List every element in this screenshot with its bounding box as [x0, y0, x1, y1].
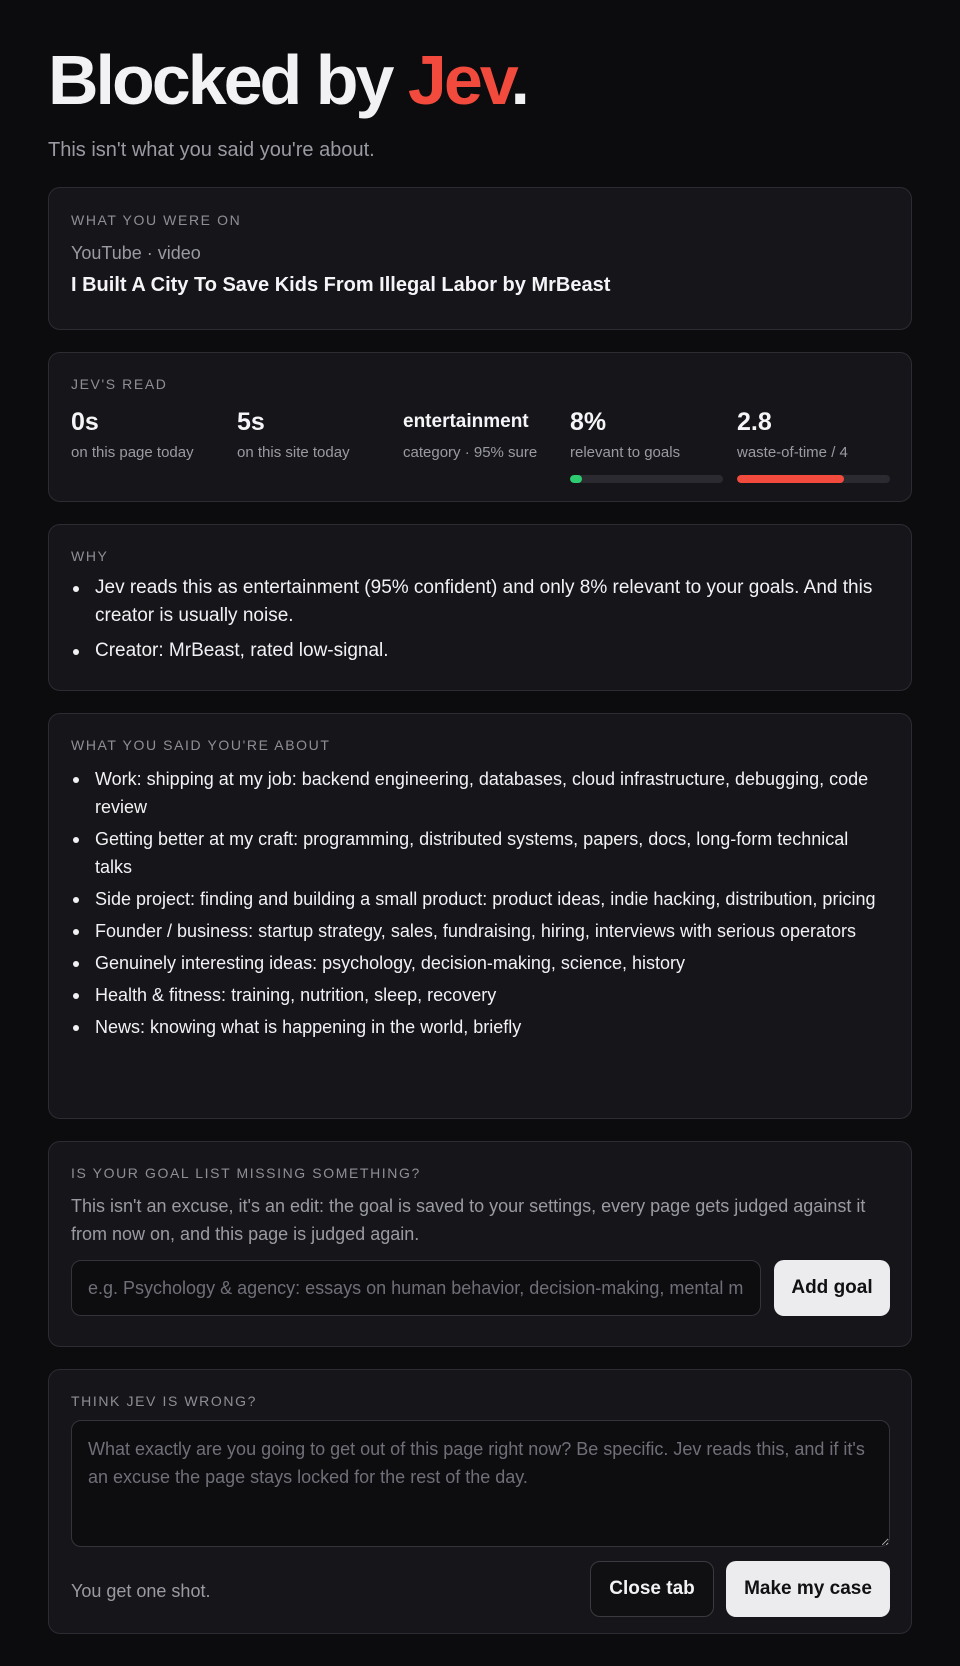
waste-bar: [737, 475, 890, 483]
relevance-bar-fill: [570, 475, 582, 483]
current-page-label: WHAT YOU WERE ON: [71, 212, 242, 228]
list-item: Health & fitness: training, nutrition, sleep, recovery: [95, 981, 889, 1009]
stat-site-time: [237, 405, 350, 463]
missing-goal-description: This isn't an excuse, it's an edit: the goal is saved to your settings, every page gets judged against it from now on, and this page is judged again.: [71, 1196, 866, 1244]
one-shot-note: You get one shot.: [71, 1581, 211, 1601]
stat-page-time-value: 0s: [71, 408, 99, 436]
stat-waste-value: 2.8: [737, 408, 772, 436]
why-list: [95, 574, 889, 665]
title-main: Blocked by: [48, 41, 408, 119]
stat-category-caption: category · 95% sure: [403, 444, 538, 461]
list-item: Work: shipping at my job: backend engineering, databases, cloud infrastructure, debugging, code review: [95, 765, 889, 821]
stat-category: [403, 405, 537, 463]
list-item: Getting better at my craft: programming, distributed systems, papers, docs, long-form technical talks: [95, 825, 889, 881]
why-label: WHY: [71, 548, 109, 564]
stat-waste: [737, 405, 848, 463]
list-item: Creator: MrBeast, rated low-signal.: [95, 637, 889, 665]
goals-list: [95, 765, 889, 1041]
stat-waste-caption: waste-of-time / 4: [737, 444, 848, 461]
list-item: Side project: finding and building a small product: product ideas, indie hacking, distribution, pricing: [95, 885, 889, 913]
appeal-label: THINK JEV IS WRONG?: [71, 1393, 257, 1409]
jevs-read-label: JEV'S READ: [71, 376, 168, 392]
goals-label: WHAT YOU SAID YOU'RE ABOUT: [71, 737, 331, 753]
stat-relevance-caption: relevant to goals: [570, 444, 681, 461]
goals-card: [48, 713, 912, 1119]
stat-relevance-value: 8%: [570, 408, 607, 436]
why-card: [48, 524, 912, 691]
make-my-case-button[interactable]: Make my case: [726, 1561, 890, 1617]
stat-page-time-caption: on this page today: [71, 444, 194, 461]
relevance-bar: [570, 475, 723, 483]
page-title: [48, 38, 527, 122]
list-item: News: knowing what is happening in the world, briefly: [95, 1013, 889, 1041]
missing-goal-card: [48, 1141, 912, 1347]
stat-category-value: entertainment: [403, 411, 529, 432]
site-line: YouTube · video: [71, 243, 201, 263]
missing-goal-label: IS YOUR GOAL LIST MISSING SOMETHING?: [71, 1165, 421, 1181]
stat-relevance: [570, 405, 680, 463]
case-textarea[interactable]: [71, 1420, 890, 1547]
stat-site-time-value: 5s: [237, 408, 265, 436]
add-goal-button[interactable]: Add goal: [774, 1260, 890, 1316]
current-page-card: [48, 187, 912, 330]
stat-site-time-caption: on this site today: [237, 444, 350, 461]
stat-page-time: [71, 405, 194, 463]
list-item: Genuinely interesting ideas: psychology, decision-making, science, history: [95, 949, 889, 977]
list-item: Jev reads this as entertainment (95% confident) and only 8% relevant to your goals. And this creator is usually noise.: [95, 574, 889, 630]
title-accent: Jev: [407, 41, 511, 119]
appeal-card: [48, 1369, 912, 1634]
title-end: .: [510, 41, 527, 119]
list-item: Founder / business: startup strategy, sales, fundraising, hiring, interviews with serious operators: [95, 917, 889, 945]
waste-bar-fill: [737, 475, 844, 483]
current-page-title: I Built A City To Save Kids From Illegal Labor by MrBeast: [71, 274, 611, 296]
jevs-read-card: [48, 352, 912, 502]
close-tab-button[interactable]: Close tab: [590, 1561, 714, 1617]
page-subtitle: This isn't what you said you're about.: [48, 139, 375, 161]
goal-input[interactable]: [71, 1260, 761, 1316]
